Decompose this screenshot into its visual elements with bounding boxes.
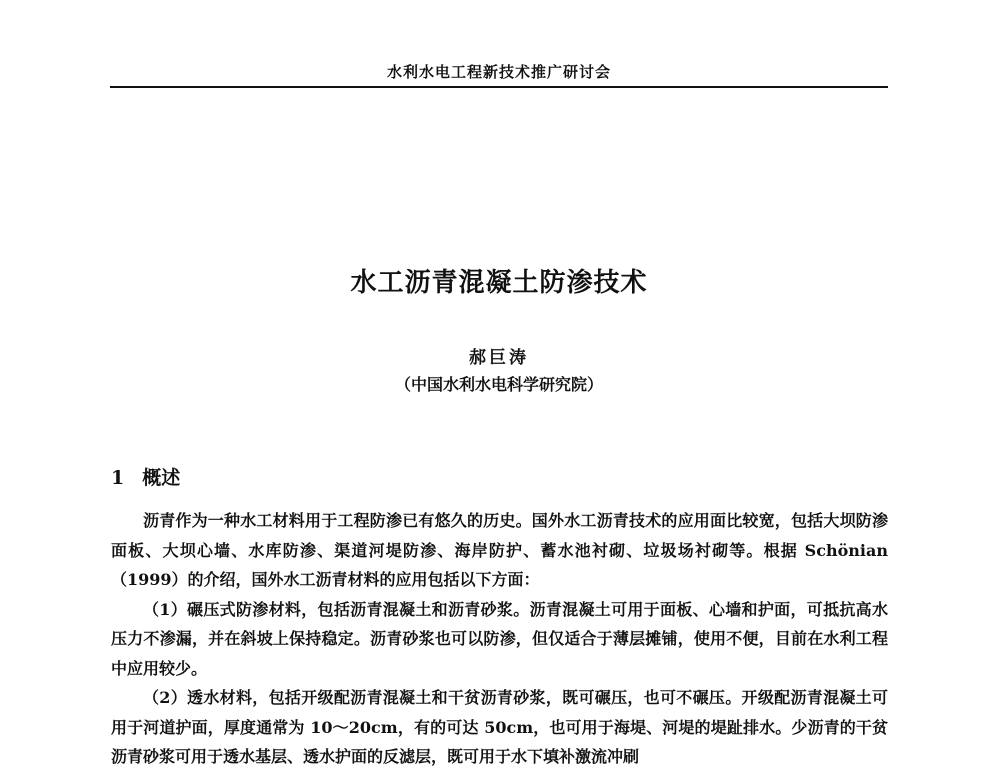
header-rule [110, 86, 888, 88]
running-header: 水利水电工程新技术推广研讨会 [386, 63, 611, 81]
body-paragraph-intro: 沥青作为一种水工材料用于工程防渗已有悠久的历史。国外水工沥青技术的应用面比较宽，包括大坝防渗面板、大坝心墙、水库防渗、渠道河堤防渗、海岸防护、蓄水池衬砌、垃圾场衬砌等。根据 Schönian（1999）的介绍，国外水工沥青材料的应用包括以下方面： [111, 511, 888, 589]
section-body [111, 506, 888, 772]
body-paragraph-item-1: （1）碾压式防渗材料，包括沥青混凝土和沥青砂浆。沥青混凝土可用于面板、心墙和护面，可抵抗高水压力不渗漏，并在斜坡上保持稳定。沥青砂浆也可以防渗，但仅适合于薄层摊铺，使用不便，目前在水利工程中应用较少。 [111, 599, 888, 678]
section-title: 概述 [142, 467, 181, 489]
body-paragraph-item-2: （2）透水材料，包括开级配沥青混凝土和干贫沥青砂浆，既可碾压，也可不碾压。开级配沥青混凝土可用于河道护面，厚度通常为 10～20cm，有的可达 50cm，也可用于海堤、河堤的堤趾排水。少沥青的干贫沥青砂浆可用于透水基层、透水护面的反滤层，既可用于水下填补激流冲刷 [111, 688, 888, 766]
author-name: 郝巨涛 [469, 348, 529, 368]
section-number: 1 [111, 467, 125, 489]
paper-title: 水工沥青混凝土防渗技术 [350, 268, 648, 298]
section-heading [111, 463, 180, 490]
author-affiliation: （中国水利水电科学研究院） [394, 375, 603, 394]
